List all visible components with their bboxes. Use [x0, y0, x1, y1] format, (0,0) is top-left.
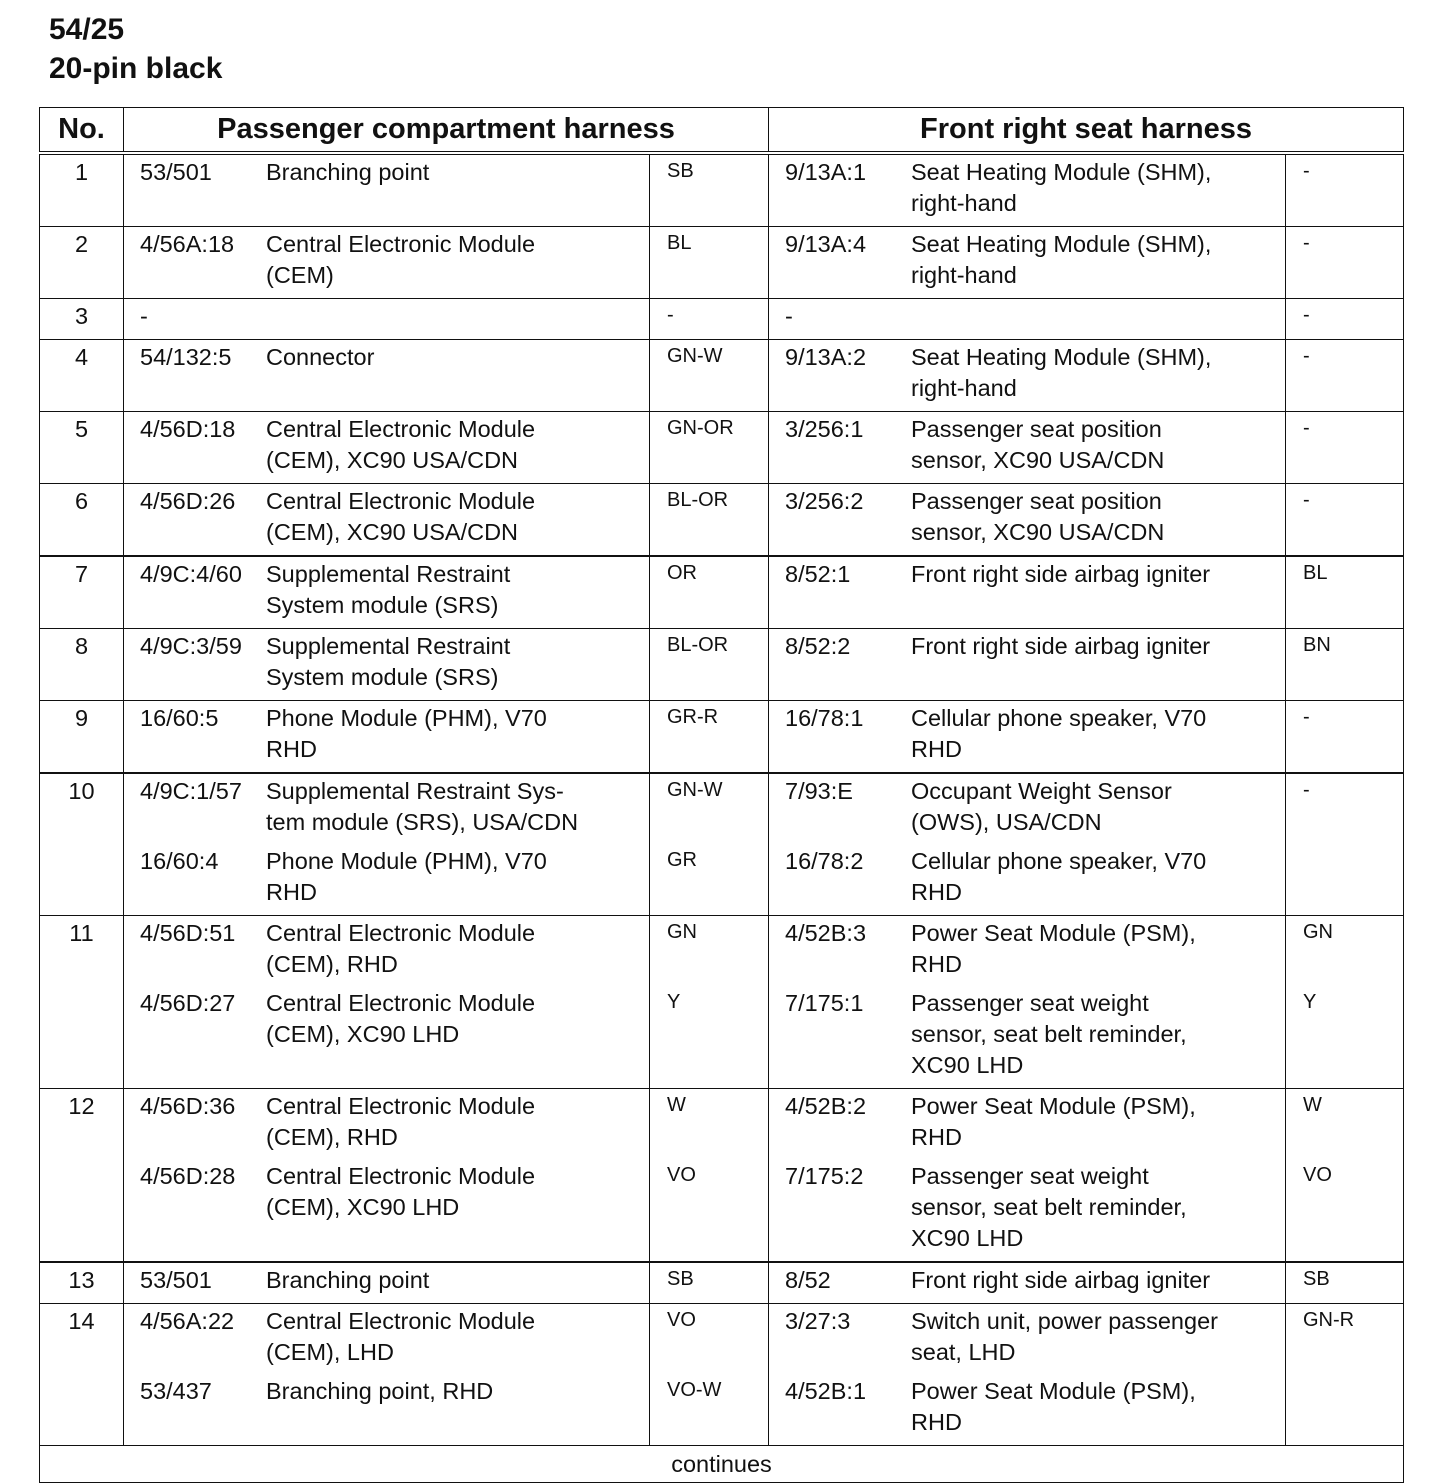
component-description: Central Electronic Module (CEM), XC90 USA/CDN — [266, 416, 536, 473]
component-code: 3/27:3 — [785, 1308, 851, 1334]
left-harness-connections — [124, 773, 650, 916]
pin-number: 3 — [40, 299, 124, 340]
wire-color: VO — [667, 1309, 696, 1331]
table-row — [40, 227, 1404, 299]
pin-number: 1 — [40, 153, 124, 227]
right-harness-connections — [769, 629, 1286, 701]
pin-number: 7 — [40, 556, 124, 629]
pin-number: 8 — [40, 629, 124, 701]
component-code: 3/256:2 — [785, 488, 864, 514]
component-code: 7/175:1 — [785, 990, 864, 1016]
component-description: Passenger seat position sensor, XC90 USA/CDN — [911, 416, 1165, 473]
continues-note: continues — [40, 1446, 1404, 1483]
right-wire-colors — [1286, 299, 1404, 340]
connection-entry — [124, 776, 649, 838]
component-code: 8/52 — [785, 1267, 831, 1293]
pin-number: 12 — [40, 1089, 124, 1263]
wire-color: - — [1303, 232, 1310, 254]
wire-color: GR — [667, 849, 697, 871]
right-wire-colors — [1286, 153, 1404, 227]
connection-entry — [769, 559, 1285, 590]
header-passenger-harness: Passenger compartment harness — [124, 108, 769, 154]
left-harness-connections — [124, 412, 650, 484]
connection-entry — [124, 1161, 649, 1223]
component-code: 4/9C:3/59 — [140, 633, 242, 659]
component-description: Central Electronic Module (CEM), LHD — [266, 1308, 536, 1365]
component-code: 9/13A:4 — [785, 231, 867, 257]
table-row — [40, 1089, 1404, 1263]
wire-color: OR — [667, 562, 697, 584]
wire-color: BL-OR — [667, 489, 729, 511]
pin-number: 14 — [40, 1304, 124, 1446]
left-harness-connections — [124, 916, 650, 1089]
connection-entry — [124, 229, 649, 291]
connection-entry — [124, 414, 649, 476]
component-code: 8/52:1 — [785, 561, 851, 587]
left-wire-colors — [650, 1304, 769, 1446]
connection-entry — [769, 918, 1285, 980]
component-code: 4/56A:22 — [140, 1308, 235, 1334]
header-row — [40, 108, 1404, 154]
component-description: Cellular phone speaker, V70 RHD — [911, 705, 1207, 762]
right-wire-colors — [1286, 1262, 1404, 1304]
pin-number: 10 — [40, 773, 124, 916]
connection-entry — [769, 1161, 1285, 1254]
component-code: 4/9C:1/57 — [140, 778, 242, 804]
component-description: Phone Module (PHM), V70 RHD — [266, 705, 547, 762]
component-description: Passenger seat weight sensor, seat belt reminder, XC90 LHD — [911, 990, 1187, 1078]
left-wire-colors — [650, 629, 769, 701]
table-row — [40, 340, 1404, 412]
right-wire-colors — [1286, 916, 1404, 1089]
component-code: 4/56D:26 — [140, 488, 236, 514]
right-harness-connections — [769, 773, 1286, 916]
table-row — [40, 1262, 1404, 1304]
table-row — [40, 1304, 1404, 1446]
right-harness-connections — [769, 340, 1286, 412]
connection-entry — [124, 1265, 649, 1296]
right-wire-colors — [1286, 412, 1404, 484]
component-code: - — [785, 303, 793, 329]
pin-number: 6 — [40, 484, 124, 557]
right-harness-connections — [769, 227, 1286, 299]
wire-color: VO — [1303, 1164, 1332, 1186]
wire-color: - — [667, 304, 674, 326]
connection-entry — [124, 301, 649, 332]
table-row — [40, 629, 1404, 701]
left-wire-colors — [650, 773, 769, 916]
left-wire-colors — [650, 227, 769, 299]
component-description: Central Electronic Module (CEM), XC90 LHD — [266, 1163, 536, 1220]
connection-entry — [769, 776, 1285, 838]
wire-color: SB — [667, 1268, 694, 1290]
table-row — [40, 153, 1404, 227]
table-row — [40, 701, 1404, 774]
connection-entry — [769, 846, 1285, 908]
component-code: 9/13A:1 — [785, 159, 867, 185]
right-harness-connections — [769, 1304, 1286, 1446]
table-body — [40, 153, 1404, 1446]
component-description: Phone Module (PHM), V70 RHD — [266, 848, 547, 905]
right-wire-colors — [1286, 340, 1404, 412]
wire-color: Y — [667, 991, 681, 1013]
left-harness-connections — [124, 556, 650, 629]
wire-color: BL — [1303, 562, 1328, 584]
connection-entry — [124, 342, 649, 373]
right-harness-connections — [769, 299, 1286, 340]
component-code: 16/60:5 — [140, 705, 219, 731]
left-harness-connections — [124, 340, 650, 412]
wire-color: VO — [667, 1164, 696, 1186]
right-harness-connections — [769, 153, 1286, 227]
left-wire-colors — [650, 916, 769, 1089]
component-code: 8/52:2 — [785, 633, 851, 659]
component-description: Cellular phone speaker, V70 RHD — [911, 848, 1207, 905]
component-description: Central Electronic Module (CEM), XC90 USA/CDN — [266, 488, 536, 545]
table-row — [40, 299, 1404, 340]
wire-color: - — [1303, 417, 1310, 439]
right-wire-colors — [1286, 484, 1404, 557]
component-description: Seat Heating Module (SHM), right-hand — [911, 159, 1212, 216]
left-wire-colors — [650, 299, 769, 340]
wire-color: GN-W — [667, 779, 723, 801]
component-code: 4/56D:28 — [140, 1163, 236, 1189]
component-code: 4/56D:51 — [140, 920, 236, 946]
left-wire-colors — [650, 556, 769, 629]
right-harness-connections — [769, 701, 1286, 774]
wire-color: - — [1303, 304, 1310, 326]
component-description: Front right side airbag igniter — [911, 561, 1211, 587]
connection-entry — [124, 631, 649, 693]
component-description: Central Electronic Module (CEM), XC90 LHD — [266, 990, 536, 1047]
header-seat-harness: Front right seat harness — [769, 108, 1404, 154]
right-wire-colors — [1286, 773, 1404, 916]
right-wire-colors — [1286, 1089, 1404, 1263]
wire-color: SB — [667, 160, 694, 182]
pin-number: 13 — [40, 1262, 124, 1304]
wire-color: - — [1303, 489, 1310, 511]
component-code: 4/52B:2 — [785, 1093, 867, 1119]
component-description: Occupant Weight Sensor (OWS), USA/CDN — [911, 778, 1172, 835]
wire-color: SB — [1303, 1268, 1330, 1290]
component-code: 4/56A:18 — [140, 231, 235, 257]
left-harness-connections — [124, 629, 650, 701]
wire-color: GN-R — [1303, 1309, 1355, 1331]
component-code: 3/256:1 — [785, 416, 864, 442]
right-harness-connections — [769, 484, 1286, 557]
left-wire-colors — [650, 701, 769, 774]
connector-id: 54/25 — [49, 13, 125, 46]
connection-entry — [124, 703, 649, 765]
component-code: - — [140, 303, 148, 329]
left-harness-connections — [124, 299, 650, 340]
component-description: Central Electronic Module (CEM), RHD — [266, 920, 536, 977]
connection-entry — [124, 1306, 649, 1368]
right-wire-colors — [1286, 227, 1404, 299]
wire-color: GN-W — [667, 345, 723, 367]
left-wire-colors — [650, 153, 769, 227]
right-wire-colors — [1286, 1304, 1404, 1446]
connector-type: 20-pin black — [49, 52, 223, 85]
header-no: No. — [40, 108, 124, 154]
component-code: 54/132:5 — [140, 344, 232, 370]
component-description: Central Electronic Module (CEM), RHD — [266, 1093, 536, 1150]
table-row — [40, 412, 1404, 484]
wire-color: BL — [667, 232, 692, 254]
left-harness-connections — [124, 701, 650, 774]
right-harness-connections — [769, 1089, 1286, 1263]
right-harness-connections — [769, 916, 1286, 1089]
left-harness-connections — [124, 153, 650, 227]
connection-entry — [769, 1091, 1285, 1153]
left-wire-colors — [650, 484, 769, 557]
table-row — [40, 484, 1404, 557]
right-harness-connections — [769, 1262, 1286, 1304]
connection-entry — [769, 301, 1285, 332]
connection-entry — [769, 229, 1285, 291]
component-description: Branching point — [266, 1267, 430, 1293]
connection-entry — [769, 631, 1285, 662]
component-code: 16/78:2 — [785, 848, 864, 874]
wire-color: GN — [1303, 921, 1333, 943]
right-wire-colors — [1286, 629, 1404, 701]
pin-number: 5 — [40, 412, 124, 484]
component-code: 16/78:1 — [785, 705, 864, 731]
component-code: 4/56D:36 — [140, 1093, 236, 1119]
component-description: Front right side airbag igniter — [911, 633, 1211, 659]
component-description: Seat Heating Module (SHM), right-hand — [911, 344, 1212, 401]
component-description: Switch unit, power passenger seat, LHD — [911, 1308, 1218, 1365]
component-description: Passenger seat position sensor, XC90 USA/CDN — [911, 488, 1165, 545]
component-code: 4/56D:18 — [140, 416, 236, 442]
connection-entry — [124, 157, 649, 188]
component-description: Power Seat Module (PSM), RHD — [911, 1378, 1196, 1435]
component-description: Central Electronic Module (CEM) — [266, 231, 536, 288]
connection-entry — [124, 559, 649, 621]
pin-number: 11 — [40, 916, 124, 1089]
wire-color: - — [1303, 160, 1310, 182]
pin-number: 9 — [40, 701, 124, 774]
connection-entry — [769, 1265, 1285, 1296]
connection-entry — [769, 1376, 1285, 1438]
component-description: Connector — [266, 344, 375, 370]
wire-color: - — [1303, 345, 1310, 367]
left-harness-connections — [124, 484, 650, 557]
component-code: 16/60:4 — [140, 848, 219, 874]
component-code: 7/93:E — [785, 778, 853, 804]
wire-color: - — [1303, 706, 1310, 728]
table-row — [40, 556, 1404, 629]
component-code: 4/56D:27 — [140, 990, 236, 1016]
connection-entry — [124, 1091, 649, 1153]
component-code: 53/501 — [140, 1267, 212, 1293]
connection-entry — [769, 703, 1285, 765]
right-wire-colors — [1286, 556, 1404, 629]
document-title — [49, 10, 222, 88]
component-description: Power Seat Module (PSM), RHD — [911, 1093, 1196, 1150]
left-harness-connections — [124, 1304, 650, 1446]
wire-color: Y — [1303, 991, 1317, 1013]
table-row — [40, 916, 1404, 1089]
right-harness-connections — [769, 412, 1286, 484]
connection-entry — [124, 486, 649, 548]
component-description: Branching point, RHD — [266, 1378, 494, 1404]
connection-entry — [769, 157, 1285, 219]
left-wire-colors — [650, 1089, 769, 1263]
wire-color: GN-OR — [667, 417, 734, 439]
component-code: 4/52B:3 — [785, 920, 867, 946]
pinout-table — [39, 107, 1404, 1483]
wire-color: VO-W — [667, 1379, 722, 1401]
component-code: 9/13A:2 — [785, 344, 867, 370]
connection-entry — [769, 1306, 1285, 1368]
component-description: Seat Heating Module (SHM), right-hand — [911, 231, 1212, 288]
footer-row — [40, 1446, 1404, 1483]
component-code: 4/9C:4/60 — [140, 561, 242, 587]
component-description: Supplemental Restraint Sys- tem module (SRS), USA/CDN — [266, 778, 579, 835]
component-code: 53/437 — [140, 1378, 212, 1404]
left-wire-colors — [650, 412, 769, 484]
left-wire-colors — [650, 340, 769, 412]
component-description: Passenger seat weight sensor, seat belt reminder, XC90 LHD — [911, 1163, 1187, 1251]
wire-color: GN — [667, 921, 697, 943]
pin-number: 4 — [40, 340, 124, 412]
component-description: Front right side airbag igniter — [911, 1267, 1211, 1293]
left-harness-connections — [124, 227, 650, 299]
component-description: Power Seat Module (PSM), RHD — [911, 920, 1196, 977]
wire-color: W — [1303, 1094, 1322, 1116]
wire-color: BL-OR — [667, 634, 729, 656]
connection-entry — [124, 918, 649, 980]
connection-entry — [124, 988, 649, 1050]
connection-entry — [769, 342, 1285, 404]
connection-entry — [769, 988, 1285, 1081]
component-code: 4/52B:1 — [785, 1378, 867, 1404]
left-wire-colors — [650, 1262, 769, 1304]
component-description: Supplemental Restraint System module (SRS) — [266, 561, 511, 618]
component-code: 53/501 — [140, 159, 212, 185]
left-harness-connections — [124, 1262, 650, 1304]
connection-entry — [769, 486, 1285, 548]
wire-color: W — [667, 1094, 686, 1116]
connection-entry — [124, 846, 649, 908]
left-harness-connections — [124, 1089, 650, 1263]
wire-color: GR-R — [667, 706, 719, 728]
wire-color: BN — [1303, 634, 1331, 656]
table-row — [40, 773, 1404, 916]
connection-entry — [769, 414, 1285, 476]
wire-color: - — [1303, 779, 1310, 801]
pin-number: 2 — [40, 227, 124, 299]
component-code: 7/175:2 — [785, 1163, 864, 1189]
right-harness-connections — [769, 556, 1286, 629]
component-description: Branching point — [266, 159, 430, 185]
component-description: Supplemental Restraint System module (SRS) — [266, 633, 511, 690]
connection-entry — [124, 1376, 649, 1407]
right-wire-colors — [1286, 701, 1404, 774]
